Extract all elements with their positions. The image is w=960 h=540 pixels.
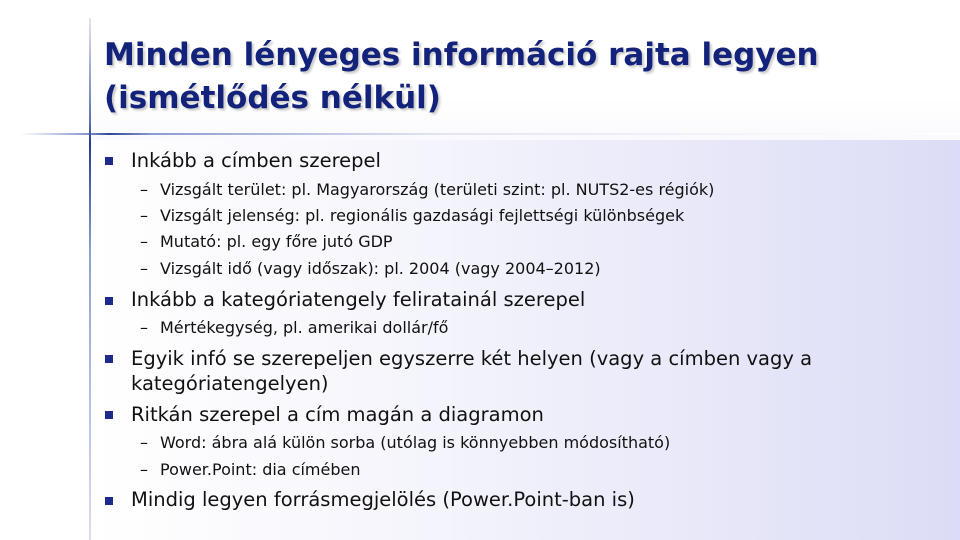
dash-icon: – [140,232,148,251]
bullet-item-1: Inkább a címben szerepel [131,149,381,172]
left-accent-line [89,18,91,540]
subitem-4-2: Power.Point: dia címében [160,460,361,479]
bullet-item-5: Mindig legyen forrásmegjelölés (Power.Point-ban is) [131,488,635,511]
bullet-square-icon [105,157,113,165]
dash-icon: – [140,433,148,452]
bullet-item-4: Ritkán szerepel a cím magán a diagramon [131,403,544,426]
bullet-square-icon [105,497,113,505]
title-divider-line [20,133,960,135]
slide-background-gradient [90,140,960,540]
bullet-item-3-line-2: kategóriatengelyen) [131,372,329,395]
slide-title-line-1: Minden lényeges információ rajta legyen [104,37,819,73]
dash-icon: – [140,206,148,225]
bullet-square-icon [105,297,113,305]
bullet-square-icon [105,355,113,363]
bullet-item-2: Inkább a kategóriatengely feliratainál szerepel [131,288,586,311]
subitem-4-1: Word: ábra alá külön sorba (utólag is könnyebben módosítható) [160,433,671,452]
subitem-2-1: Mértékegység, pl. amerikai dollár/fő [160,318,449,337]
subitem-1-4: Vizsgált idő (vagy időszak): pl. 2004 (vagy 2004–2012) [160,259,601,278]
dash-icon: – [140,259,148,278]
slide-title [104,34,924,120]
slide-title-line-2: (ismétlődés nélkül) [104,80,441,116]
subitem-1-2: Vizsgált jelenség: pl. regionális gazdasági fejlettségi különbségek [160,206,685,225]
subitem-1-3: Mutató: pl. egy főre jutó GDP [160,232,393,251]
bullet-square-icon [105,411,113,419]
bullet-item-3-line-1: Egyik infó se szerepeljen egyszerre két helyen (vagy a címben vagy a [131,347,813,370]
dash-icon: – [140,460,148,479]
subitem-1-1: Vizsgált terület: pl. Magyarország (területi szint: pl. NUTS2-es régiók) [160,180,715,199]
dash-icon: – [140,318,148,337]
dash-icon: – [140,180,148,199]
